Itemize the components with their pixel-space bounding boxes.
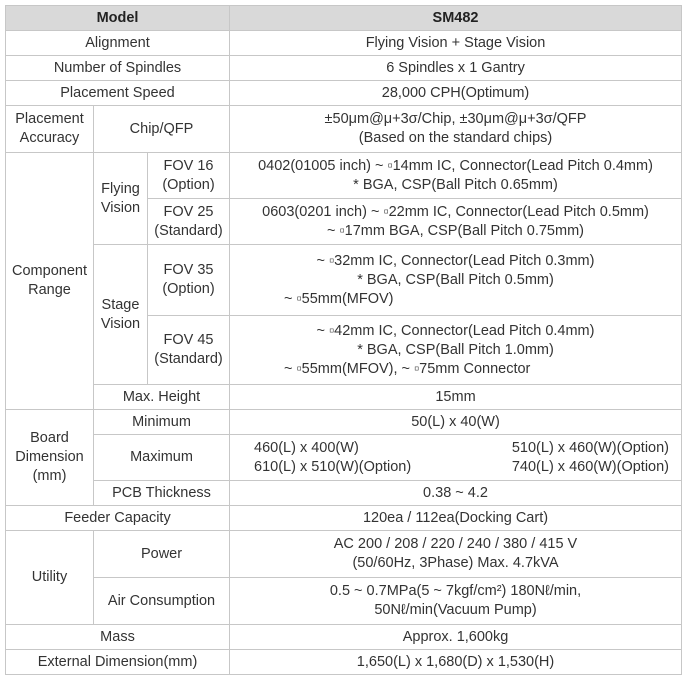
fov16-line2: * BGA, CSP(Ball Pitch 0.65mm) xyxy=(353,176,558,193)
board-max-b2: 740(L) x 460(W)(Option) xyxy=(511,458,669,475)
board-label-line3: (mm) xyxy=(32,468,67,484)
max-height-row xyxy=(6,385,682,410)
alignment-value: Flying Vision + Stage Vision xyxy=(230,31,682,56)
fov45-line3: ~ ▫55mm(MFOV), ~ ▫75mm Connector xyxy=(284,360,531,377)
air-line1: 0.5 ~ 0.7MPa(5 ~ 7kgf/cm²) 180Nℓ/min, xyxy=(329,583,582,599)
external-dimension-row xyxy=(6,650,682,675)
spindles-value: 6 Spindles x 1 Gantry xyxy=(230,56,682,81)
board-thickness-value: 0.38 ~ 4.2 xyxy=(230,481,682,506)
board-max-b1: 510(L) x 460(W)(Option) xyxy=(511,439,669,456)
fov45-line1: ~ ▫42mm IC, Connector(Lead Pitch 0.4mm) xyxy=(316,322,595,339)
mass-label: Mass xyxy=(6,625,230,650)
board-max-row xyxy=(6,435,682,481)
component-range-label xyxy=(6,153,94,410)
fov35-row xyxy=(6,245,682,316)
accuracy-label-line2: Accuracy xyxy=(19,130,80,146)
accuracy-label xyxy=(6,106,94,153)
fov16-value xyxy=(230,153,682,199)
fov45-label-line2: (Standard) xyxy=(154,351,223,367)
external-dimension-label: External Dimension(mm) xyxy=(6,650,230,675)
mass-row xyxy=(6,625,682,650)
fov35-value xyxy=(230,245,682,316)
mass-value: Approx. 1,600kg xyxy=(230,625,682,650)
spec-table xyxy=(5,5,682,675)
alignment-row xyxy=(6,31,682,56)
max-height-value: 15mm xyxy=(230,385,682,410)
speed-value: 28,000 CPH(Optimum) xyxy=(230,81,682,106)
fov25-value xyxy=(230,199,682,245)
flying-vision-label xyxy=(94,153,148,245)
fov45-value xyxy=(230,316,682,385)
board-thickness-row xyxy=(6,481,682,506)
fov25-label xyxy=(148,199,230,245)
utility-label: Utility xyxy=(6,531,94,625)
air-value xyxy=(230,578,682,625)
speed-label: Placement Speed xyxy=(6,81,230,106)
board-max-label: Maximum xyxy=(94,435,230,481)
fov16-label xyxy=(148,153,230,199)
header-row xyxy=(6,6,682,31)
board-label-line2: Dimension xyxy=(15,449,84,465)
spindles-label: Number of Spindles xyxy=(6,56,230,81)
fov25-label-line2: (Standard) xyxy=(154,222,223,239)
air-line2: 50Nℓ/min(Vacuum Pump) xyxy=(374,602,537,618)
board-max-col-b xyxy=(512,439,669,477)
fov35-line3: ~ ▫55mm(MFOV) xyxy=(284,290,394,307)
air-label: Air Consumption xyxy=(94,578,230,625)
model-value: SM482 xyxy=(230,6,682,31)
fov16-label-line2: (Option) xyxy=(162,176,215,193)
power-line2: (50/60Hz, 3Phase) Max. 4.7kVA xyxy=(352,555,559,571)
board-thickness-label: PCB Thickness xyxy=(94,481,230,506)
feeder-label: Feeder Capacity xyxy=(6,506,230,531)
power-line1: AC 200 / 208 / 220 / 240 / 380 / 415 V xyxy=(333,536,578,552)
stage-vision-label xyxy=(94,245,148,385)
power-value xyxy=(230,531,682,578)
stage-label-line1: Stage xyxy=(101,296,140,313)
accuracy-label-line1: Placement xyxy=(15,111,84,127)
model-label: Model xyxy=(6,6,230,31)
spindles-row xyxy=(6,56,682,81)
board-dimension-label xyxy=(6,410,94,506)
board-min-row xyxy=(6,410,682,435)
feeder-value: 120ea / 112ea(Docking Cart) xyxy=(230,506,682,531)
board-max-columns xyxy=(232,439,679,477)
fov25-label-line1: FOV 25 xyxy=(163,203,214,220)
board-min-label: Minimum xyxy=(94,410,230,435)
max-height-label: Max. Height xyxy=(94,385,230,410)
board-min-value: 50(L) x 40(W) xyxy=(230,410,682,435)
board-max-col-a xyxy=(254,439,411,477)
fov25-line2: ~ ▫17mm BGA, CSP(Ball Pitch 0.75mm) xyxy=(327,222,584,239)
fov35-label-line2: (Option) xyxy=(162,281,215,297)
feeder-row xyxy=(6,506,682,531)
fov16-row xyxy=(6,153,682,199)
flying-label-line2: Vision xyxy=(100,199,141,216)
speed-row xyxy=(6,81,682,106)
board-max-a2: 610(L) x 510(W)(Option) xyxy=(254,458,412,475)
fov16-line1: 0402(01005 inch) ~ ▫14mm IC, Connector(Lead Pitch 0.4mm) xyxy=(258,157,653,174)
alignment-label: Alignment xyxy=(6,31,230,56)
fov35-line2: * BGA, CSP(Ball Pitch 0.5mm) xyxy=(357,271,554,288)
fov35-label xyxy=(148,245,230,316)
accuracy-row xyxy=(6,106,682,153)
accuracy-sub-label: Chip/QFP xyxy=(94,106,230,153)
accuracy-value xyxy=(230,106,682,153)
fov45-label xyxy=(148,316,230,385)
stage-label-line2: Vision xyxy=(100,315,141,332)
fov25-line1: 0603(0201 inch) ~ ▫22mm IC, Connector(Lead Pitch 0.5mm) xyxy=(262,203,649,220)
flying-label-line1: Flying xyxy=(101,180,140,197)
component-label-line1: Component xyxy=(12,263,87,279)
board-max-a1: 460(L) x 400(W) xyxy=(254,439,359,456)
board-label-line1: Board xyxy=(30,430,69,446)
air-row xyxy=(6,578,682,625)
component-label-line2: Range xyxy=(28,282,71,298)
power-row xyxy=(6,531,682,578)
fov45-label-line1: FOV 45 xyxy=(163,332,214,348)
fov35-label-line1: FOV 35 xyxy=(163,262,214,278)
external-dimension-value: 1,650(L) x 1,680(D) x 1,530(H) xyxy=(230,650,682,675)
fov45-line2: * BGA, CSP(Ball Pitch 1.0mm) xyxy=(357,341,554,358)
accuracy-line2: (Based on the standard chips) xyxy=(358,130,553,146)
board-max-value xyxy=(230,435,682,481)
fov35-line1: ~ ▫32mm IC, Connector(Lead Pitch 0.3mm) xyxy=(316,252,595,269)
fov16-label-line1: FOV 16 xyxy=(163,157,214,174)
power-label: Power xyxy=(94,531,230,578)
accuracy-line1: ±50μm@μ+3σ/Chip, ±30μm@μ+3σ/QFP xyxy=(324,111,587,127)
